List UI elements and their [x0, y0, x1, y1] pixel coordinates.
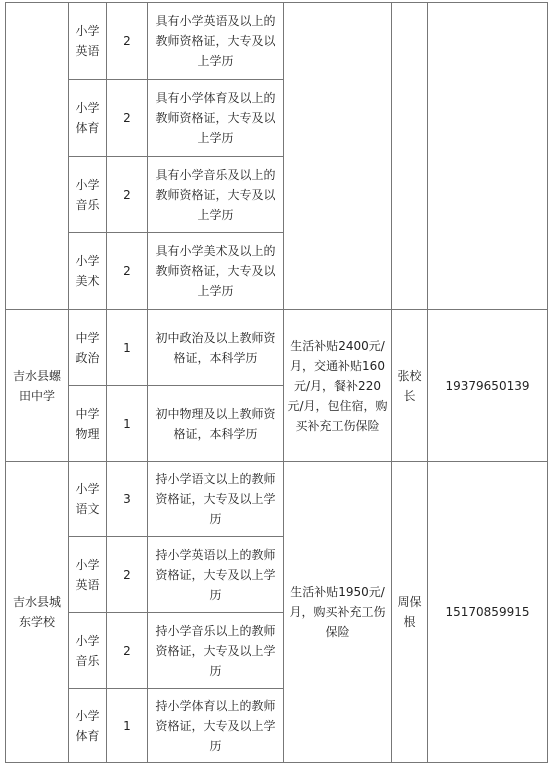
recruitment-table — [5, 2, 548, 763]
subject-cell: 小学音乐 — [69, 157, 107, 233]
benefits-cell: 生活补贴1950元/月，购买补充工伤保险 — [284, 462, 392, 763]
subject-cell: 小学英语 — [69, 3, 107, 80]
count-cell: 2 — [107, 157, 148, 233]
requirement-cell: 持小学音乐以上的教师资格证，大专及以上学历 — [148, 613, 284, 689]
benefits-cell: 生活补贴2400元/月，交通补贴160元/月，餐补220元/月，包住宿，购买补充工伤保险 — [284, 310, 392, 462]
subject-cell: 小学体育 — [69, 689, 107, 763]
count-cell: 2 — [107, 233, 148, 310]
requirement-cell: 具有小学体育及以上的教师资格证，大专及以上学历 — [148, 80, 284, 157]
count-cell: 1 — [107, 310, 148, 386]
subject-cell: 小学英语 — [69, 537, 107, 613]
school-name-cell — [6, 3, 69, 310]
table-row — [6, 310, 548, 386]
school-name-cell: 吉水县螺田中学 — [6, 310, 69, 462]
subject-cell: 中学政治 — [69, 310, 107, 386]
requirement-cell: 具有小学音乐及以上的教师资格证，大专及以上学历 — [148, 157, 284, 233]
contact-cell: 张校长 — [392, 310, 428, 462]
count-cell: 2 — [107, 537, 148, 613]
recruitment-table-sheet — [5, 2, 547, 762]
phone-cell: 19379650139 — [428, 310, 548, 462]
phone-cell: 15170859915 — [428, 462, 548, 763]
table-row — [6, 3, 548, 80]
count-cell: 2 — [107, 613, 148, 689]
subject-cell: 小学语文 — [69, 462, 107, 537]
count-cell: 1 — [107, 689, 148, 763]
school-name-cell: 吉水县城东学校 — [6, 462, 69, 763]
subject-cell: 小学美术 — [69, 233, 107, 310]
subject-cell: 小学音乐 — [69, 613, 107, 689]
requirement-cell: 具有小学英语及以上的教师资格证，大专及以上学历 — [148, 3, 284, 80]
table-row — [6, 462, 548, 537]
subject-cell: 中学物理 — [69, 386, 107, 462]
phone-cell — [428, 3, 548, 310]
benefits-cell — [284, 3, 392, 310]
requirement-cell: 持小学体育以上的教师资格证，大专及以上学历 — [148, 689, 284, 763]
requirement-cell: 具有小学美术及以上的教师资格证，大专及以上学历 — [148, 233, 284, 310]
count-cell: 3 — [107, 462, 148, 537]
requirement-cell: 持小学语文以上的教师资格证，大专及以上学历 — [148, 462, 284, 537]
count-cell: 2 — [107, 80, 148, 157]
requirement-cell: 初中物理及以上教师资格证，本科学历 — [148, 386, 284, 462]
requirement-cell: 持小学英语以上的教师资格证，大专及以上学历 — [148, 537, 284, 613]
contact-cell: 周保根 — [392, 462, 428, 763]
contact-cell — [392, 3, 428, 310]
count-cell: 1 — [107, 386, 148, 462]
subject-cell: 小学体育 — [69, 80, 107, 157]
requirement-cell: 初中政治及以上教师资格证，本科学历 — [148, 310, 284, 386]
count-cell: 2 — [107, 3, 148, 80]
